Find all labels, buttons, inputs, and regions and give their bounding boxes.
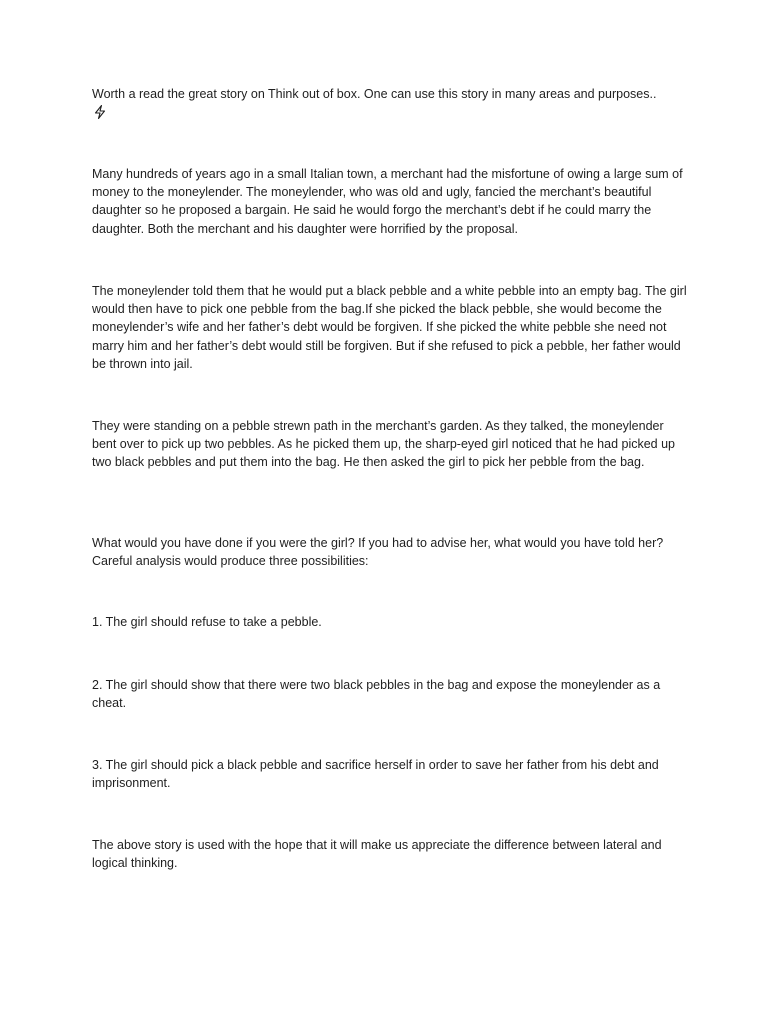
possibility-2: 2. The girl should show that there were two black pebbles in the bag and expose the moneylender as a cheat.: [92, 678, 661, 711]
intro-text: Worth a read the great story on Think out of box. One can use this story in many areas and purposes..: [92, 87, 657, 101]
possibility-1: 1. The girl should refuse to take a pebble.: [92, 615, 322, 629]
question-paragraph: What would you have done if you were the girl? If you had to advise her, what would you have told her? Careful analysis would produce three possibilities:: [92, 536, 664, 569]
icon-line: [92, 103, 688, 121]
lightning-bolt-icon: [92, 104, 108, 120]
story-paragraph-2: The moneylender told them that he would put a black pebble and a white pebble into an empty bag. The girl would then have to pick one pebble from the bag.If she picked the black pebble, she would become the moneylender’s wife and her father’s debt would be forgiven. If she picked the white pebble she need not marry him and her father’s debt would still be forgiven. But if she refused to pick a pebble, her father would be thrown into jail.: [92, 284, 687, 371]
story-paragraph-3: They were standing on a pebble strewn path in the merchant’s garden. As they talked, the moneylender bent over to pick up two pebbles. As he picked them up, the sharp-eyed girl noticed that he had picked up two black pebbles and put them into the bag. He then asked the girl to pick her pebble from the bag.: [92, 419, 676, 470]
conclusion-paragraph: The above story is used with the hope that it will make us appreciate the difference between lateral and logical thinking.: [92, 838, 662, 871]
intro-paragraph: [92, 85, 688, 121]
story-paragraph-1: Many hundreds of years ago in a small Italian town, a merchant had the misfortune of owing a large sum of money to the moneylender. The moneylender, who was old and ugly, fancied the merchant’s beautiful daughter so he proposed a bargain. He said he would forgo the merchant’s debt if he could marry the daughter. Both the merchant and his daughter were horrified by the proposal.: [92, 167, 683, 236]
possibility-3: 3. The girl should pick a black pebble and sacrifice herself in order to save her father from his debt and imprisonment.: [92, 758, 659, 791]
